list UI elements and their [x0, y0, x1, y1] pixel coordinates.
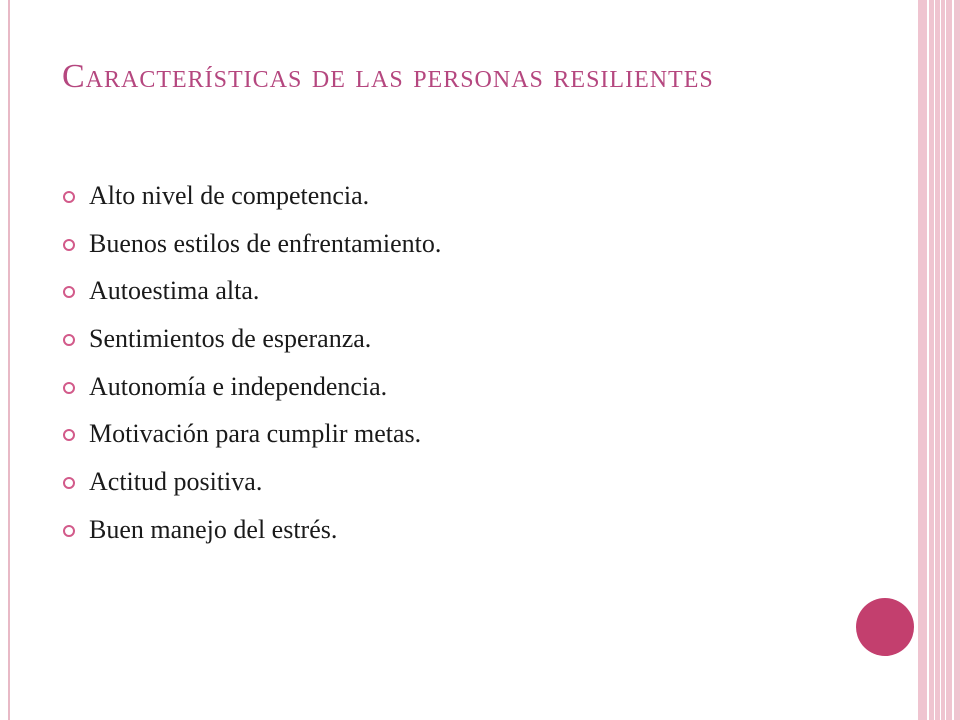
- ring-bullet-icon: [62, 381, 76, 395]
- bullet-item: [62, 410, 882, 458]
- bullet-item: [62, 220, 882, 268]
- bullet-text: Autoestima alta.: [89, 276, 260, 306]
- slide-title: Características de las personas resilientes: [62, 58, 714, 95]
- band-stripe: [945, 0, 946, 720]
- ring-bullet-icon: [62, 524, 76, 538]
- bullet-text: Buen manejo del estrés.: [89, 514, 338, 544]
- band-stripe: [934, 0, 935, 720]
- ring-bullet-icon: [62, 238, 76, 252]
- bullet-text: Actitud positiva.: [89, 466, 263, 496]
- band-stripe: [927, 0, 929, 720]
- bullet-text: Motivación para cumplir metas.: [89, 419, 422, 449]
- bullet-item: [62, 506, 882, 554]
- band-stripe: [940, 0, 941, 720]
- bullet-item: [62, 315, 882, 363]
- right-decorative-band: [918, 0, 960, 720]
- ring-bullet-icon: [62, 285, 76, 299]
- bullet-item: [62, 172, 882, 220]
- bullet-item: [62, 267, 882, 315]
- bullet-text: Sentimientos de esperanza.: [89, 323, 372, 353]
- bullet-text: Alto nivel de competencia.: [89, 180, 370, 210]
- ring-bullet-icon: [62, 428, 76, 442]
- ring-bullet-icon: [62, 476, 76, 490]
- bullet-text: Autonomía e independencia.: [89, 371, 388, 401]
- bullet-list: [62, 172, 882, 554]
- ring-bullet-icon: [62, 333, 76, 347]
- circle-decoration-icon: [856, 598, 914, 656]
- left-border-line: [8, 0, 10, 720]
- bullet-text: Buenos estilos de enfrentamiento.: [89, 228, 442, 258]
- bullet-item: [62, 458, 882, 506]
- ring-bullet-icon: [62, 190, 76, 204]
- bullet-item: [62, 363, 882, 411]
- band-stripe: [952, 0, 954, 720]
